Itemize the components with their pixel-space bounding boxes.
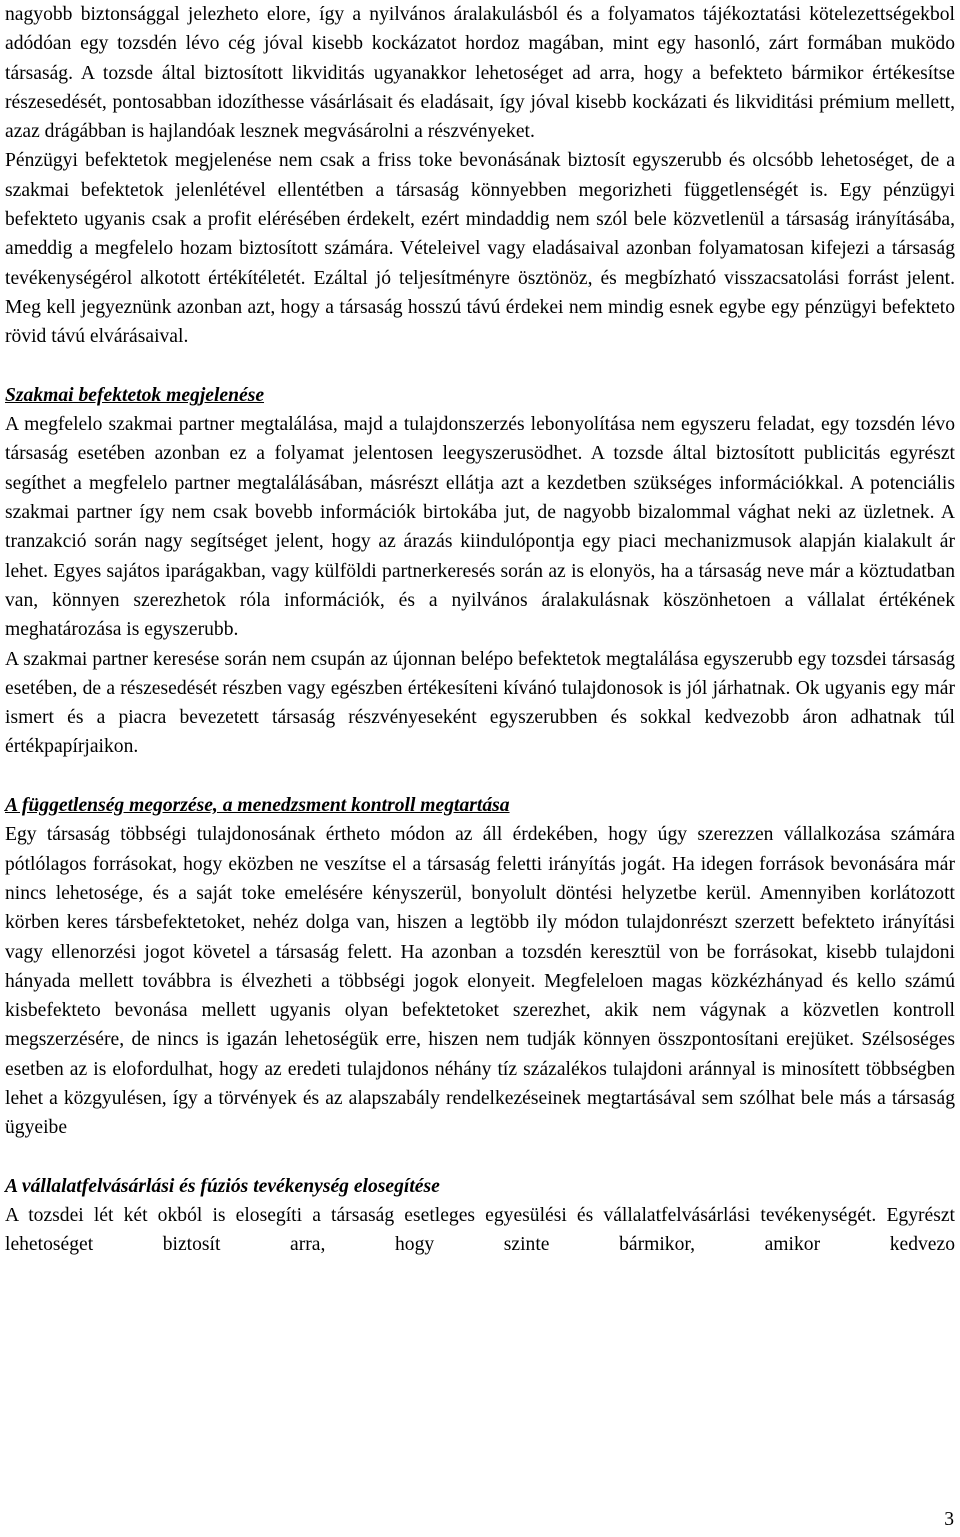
heading-independence: A függetlenség megorzése, a menedzsment kontroll megtartása [5, 795, 510, 817]
section-gap [5, 352, 955, 381]
heading-acquisition: A vállalatfelvásárlási és fúziós tevékenység elosegítése [5, 1175, 440, 1197]
document-page [5, 0, 955, 1260]
page-number: 3 [944, 1509, 954, 1530]
paragraph-intro: nagyobb biztonsággal jelezheto elore, így a nyilvános áralakulásból és a folyamatos tájékoztatási kötelezettségekbol adódóan egy tozsdén lévo cég jóval kisebb kockázatot hordoz magában, mint egy hasonló, zárt formában muködo társaság. A tozsde által biztosított likviditás ugyanakkor lehetoséget ad arra, hogy a befekteto bármikor értékesítse részesedését, pontosabban idozíthesse vásárlásait és eladásait, így jóval kisebb kockázati és likviditási prémium mellett, azaz drágábban is hajlandóak lesznek megvásárolni a részvényeket. [5, 4, 955, 143]
section-gap [5, 762, 955, 791]
paragraph-independence: Egy társaság többségi tulajdonosának értheto módon az áll érdekében, hogy úgy szerezzen vállalkozása számára pótlólagos forrásokat, hogy eközben ne veszítse el a társaság feletti irányítás jogát. Ha idegen források bevonására már nincs lehetosége, és a saját toke emelésére kényszerül, bonyolult döntési helyzetbe kerül. Amennyiben korlátozott körben keres társbefektetoket, nehéz dolga van, hiszen a legtöbb ily módon tulajdonrészt szerzett befekteto irányítási vagy ellenorzési jogot követel a társaság felett. Ha azonban a tozsdén keresztül von be forrásokat, kisebb tulajdoni hányada mellett továbbra is élvezheti a többségi jogok elonyeit. Megfeleloen magas közkézhányad és kello számú kisbefekteto bevonása mellett ugyanis olyan befektetoket szerezhet, akik nem vágynak a közvetlen kontroll megszerzésére, de nincs is igazán lehetoségük erre, hiszen nem tudják könnyen összpontosítani erejüket. Szélsoséges esetben az is elofordulhat, hogy az eredeti tulajdonos néhány tíz százalékos tulajdoni aránnyal is minosített többségben lehet a közgyulésen, így a törvények és az alapszabály rendelkezéseinek megtartásával sem szólhat bele más a társaság ügyeibe [5, 824, 955, 1139]
paragraph-financial-investors: Pénzügyi befektetok megjelenése nem csak a friss toke bevonásának biztosít egyszerubb és olcsóbb lehetoséget, de a szakmai befektetok jelenlétével ellentétben a társaság könnyebben megorizheti függetlenségét is. Egy pénzügyi befekteto ugyanis csak a profit elérésében érdekelt, ezért mindaddig nem szól bele közvetlenül a társaság irányításába, ameddig a megfelelo hozam biztosított számára. Vételeivel vagy eladásaival azonban folyamatosan kifejezi a társaság tevékenységérol alkotott értékítéletét. Ezáltal jó teljesítményre ösztönöz, és megbízható visszacsatolási forrást jelent. Meg kell jegyeznünk azonban azt, hogy a társaság hosszú távú érdekei nem mindig esnek egybe egy pénzügyi befekteto rövid távú elvárásaival. [5, 150, 955, 348]
paragraph-acquisition: A tozsdei lét két okból is elosegíti a társaság esetleges egyesülési és vállalatfelvásárlási tevékenységét. Egyrészt lehetoséget biztosít arra, hogy szinte bármikor, amikor kedvezo [5, 1205, 955, 1256]
section-gap [5, 1143, 955, 1172]
heading-professional-investors: Szakmai befektetok megjelenése [5, 384, 265, 406]
paragraph-professional-2: A szakmai partner keresése során nem csupán az újonnan belépo befektetok megtalálása egyszerubb egy tozsdei társaság esetében, de a részesedését részben vagy egészben értékesíteni kívánó tulajdonosok is jól járhatnak. Ok ugyanis egy már ismert és a piacra bevezetett társaság részvényeseként egyszerubben és sokkal kedvezobb áron adhatnak túl értékpapírjaikon. [5, 648, 955, 758]
paragraph-professional-1: A megfelelo szakmai partner megtalálása, majd a tulajdonszerzés lebonyolítása nem egyszeru feladat, egy tozsdén lévo társaság esetében azonban ez a folyamat jelentosen leegyszerusödhet. A tozsde által biztosított publicitás egyrészt segíthet a megfelelo partner megtalálásában, másrészt ellátja azt a kezdetben szükséges információkkal. A potenciális szakmai partner így nem csak bovebb információk birtokába jut, de nagyobb bizalommal vághat neki az üzletnek. A tranzakció során nagy segítséget jelent, hogy az árazás kiindulópontja egy piaci mechanizmusok alapján kialakult ár lehet. Egyes sajátos iparágakban, vagy külföldi partnerkeresés során az is elonyös, ha a társaság neve már a köztudatban van, könnyen szerezhetok róla információk, és a nyilvános áralakulásnak köszönhetoen a vállalat értékének meghatározása is egyszerubb. [5, 414, 955, 641]
